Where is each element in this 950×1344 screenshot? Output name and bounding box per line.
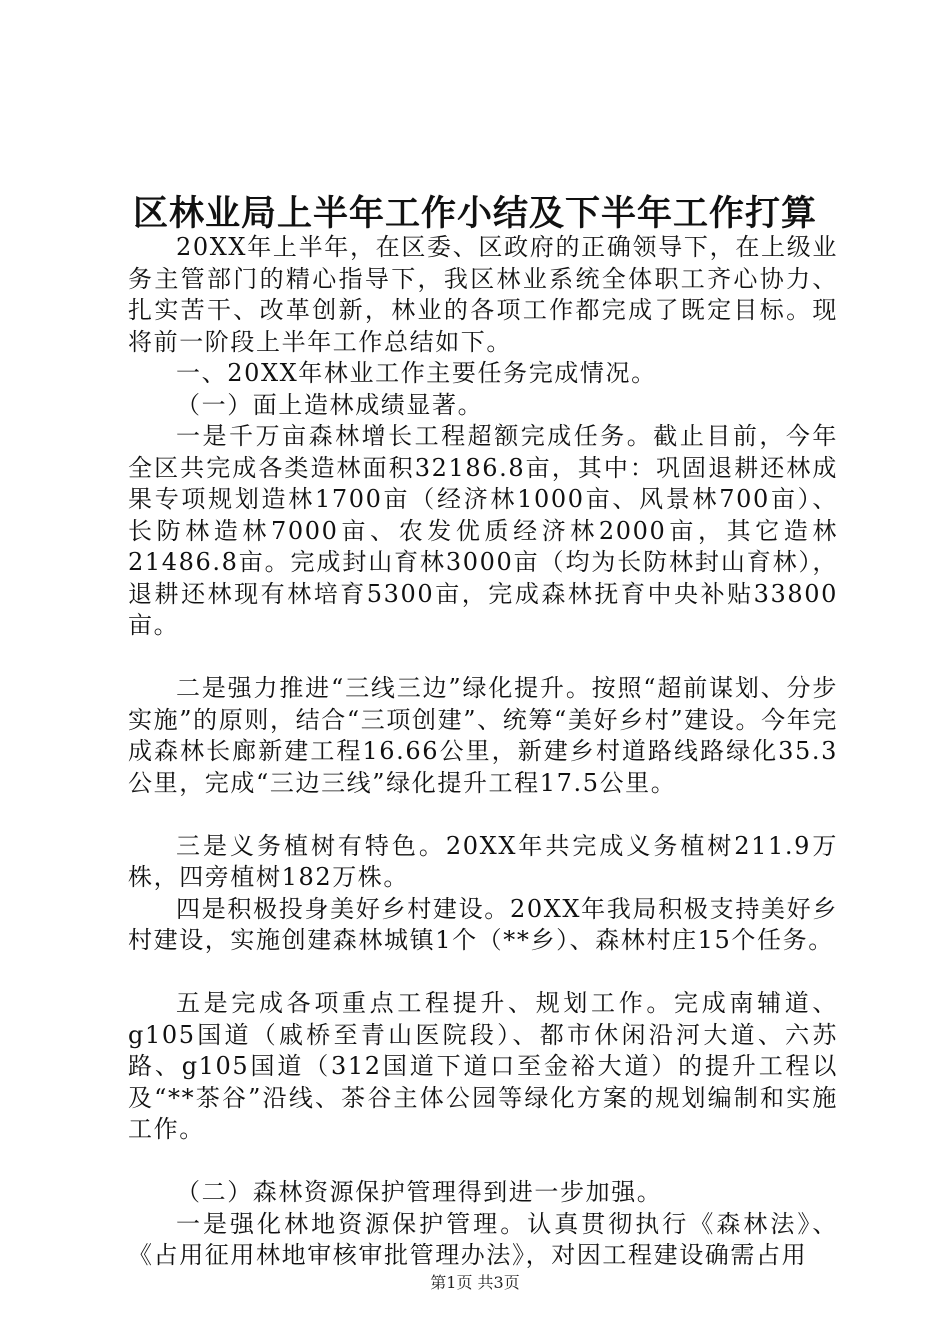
paragraph-protection-1: 一是强化林地资源保护管理。认真贯彻执行《森林法》、《占用征用林地审核审批管理办法》，对因工程建设确需占用 <box>128 1209 838 1269</box>
paragraph-item-3: 三是义务植树有特色。20XX年共完成义务植树211.9万株，四旁植树182万株。 <box>128 831 838 891</box>
document-title: 区林业局上半年工作小结及下半年工作打算 <box>132 193 817 234</box>
paragraph-intro: 20XX年上半年，在区委、区政府的正确领导下，在上级业务主管部门的精心指导下，我区林业系统全体职工齐心协力、扎实苦干、改革创新，林业的各项工作都完成了既定目标。现将前一阶段上半年工作总结如下。 <box>128 233 838 356</box>
subheading-2: （二）森林资源保护管理得到进一步加强。 <box>176 1178 663 1206</box>
page-footer: 第1页 共3页 <box>430 1273 520 1292</box>
paragraph-item-2: 二是强力推进“三线三边”绿化提升。按照“超前谋划、分步实施”的原则，结合“三项创建”、统筹“美好乡村”建设。今年完成森林长廊新建工程16.66公里，新建乡村道路线路绿化35.3公里，完成“三边三线”绿化提升工程17.5公里。 <box>128 674 838 797</box>
document-body <box>128 232 838 1272</box>
paragraph-item-1: 一是千万亩森林增长工程超额完成任务。截止目前，今年全区共完成各类造林面积32186.8亩，其中：巩固退耕还林成果专项规划造林1700亩（经济林1000亩、风景林700亩）、长防林造林7000亩、农发优质经济林2000亩，其它造林21486.8亩。完成封山育林3000亩（均为长防林封山育林），退耕还林现有林培育5300亩，完成森林抚育中央补贴33800亩。 <box>128 422 838 639</box>
heading-section-1: 一、20XX年林业工作主要任务完成情况。 <box>176 359 657 387</box>
subheading-1: （一）面上造林成绩显著。 <box>176 390 484 419</box>
paragraph-item-5: 五是完成各项重点工程提升、规划工作。完成南辅道、g105国道（戚桥至青山医院段）、都市休闲沿河大道、六苏路、g105国道（312国道下道口至金裕大道）的提升工程以及“**茶谷”沿线、茶谷主体公园等绿化方案的规划编制和实施工作。 <box>128 989 838 1143</box>
paragraph-item-4: 四是积极投身美好乡村建设。20XX年我局积极支持美好乡村建设，实施创建森林城镇1个（**乡）、森林村庄15个任务。 <box>128 894 838 954</box>
